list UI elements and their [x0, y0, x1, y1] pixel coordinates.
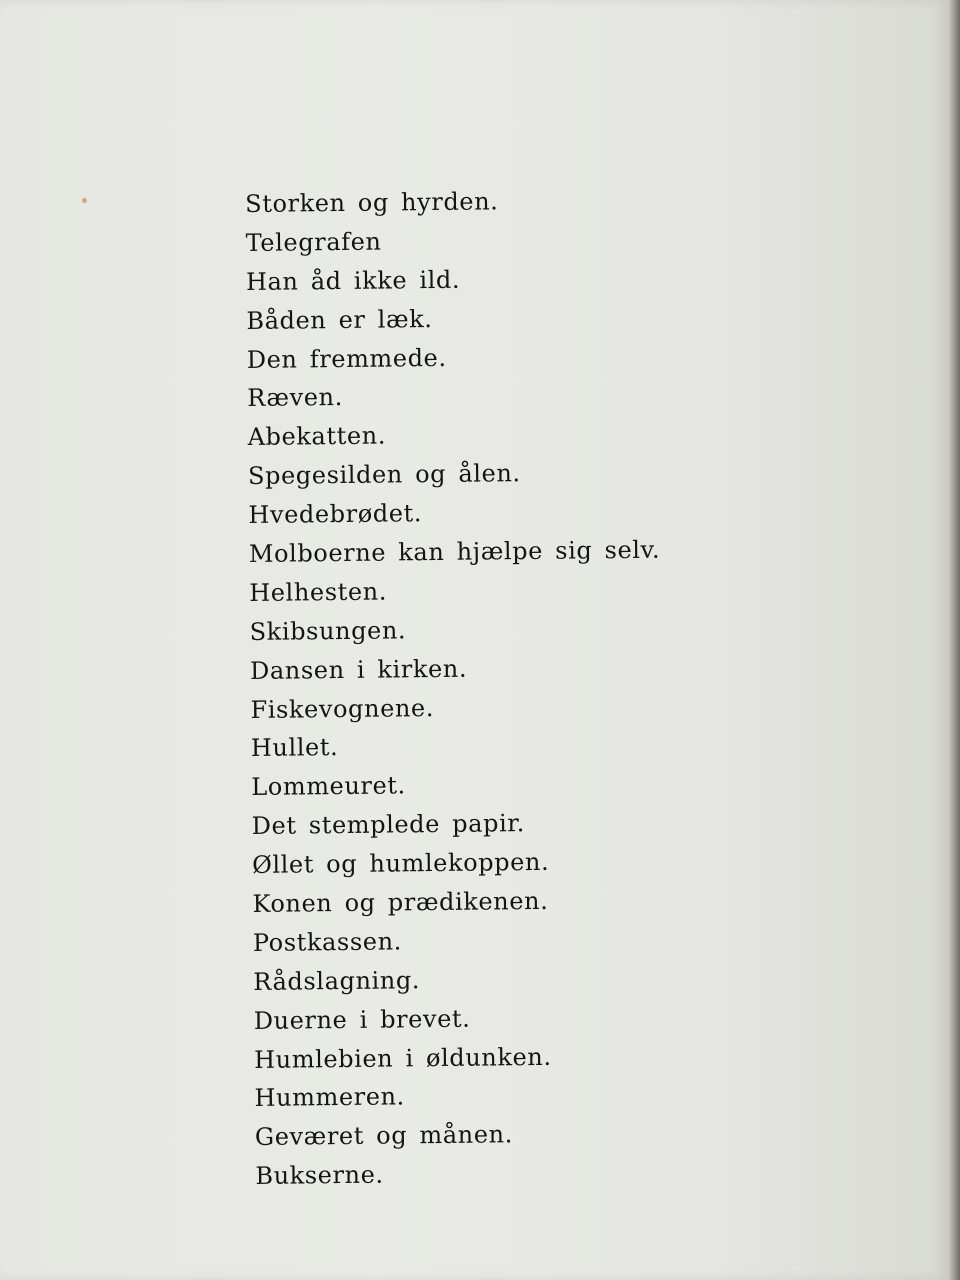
story-title: Telegrafen [245, 227, 382, 257]
story-title-list [245, 181, 667, 1196]
story-title: Fiskevognene. [250, 693, 435, 724]
story-title: Duerne i brevet. [253, 1004, 471, 1035]
story-title: Ræven. [247, 383, 344, 413]
story-title: Geværet og månen. [254, 1120, 514, 1152]
story-title: Hvedebrødet. [248, 499, 423, 530]
page-edge [948, 0, 960, 1280]
story-title: Abekatten. [247, 421, 387, 452]
story-title: Lommeuret. [251, 771, 406, 802]
story-title: Bukserne. [255, 1160, 384, 1191]
story-title: Hummeren. [254, 1082, 405, 1113]
story-title: Han åd ikke ild. [245, 265, 461, 296]
story-title: Skibsungen. [249, 616, 407, 646]
story-title: Den fremmede. [246, 343, 447, 374]
story-title: Båden er læk. [246, 304, 433, 335]
story-title: Det stemplede papir. [251, 809, 526, 841]
story-title: Humlebien i øldunken. [254, 1042, 552, 1074]
story-title: Helhesten. [249, 577, 388, 607]
story-title: Hullet. [250, 733, 339, 763]
story-title: Rådslagning. [253, 966, 421, 996]
story-title: Postkassen. [252, 927, 403, 957]
paper-stain [82, 198, 87, 203]
story-title: Dansen i kirken. [249, 654, 468, 685]
story-title: Øllet og humlekoppen. [251, 847, 550, 880]
story-title: Storken og hyrden. [245, 187, 499, 218]
story-title: Konen og prædikenen. [252, 886, 549, 918]
story-title: Molboerne kan hjælpe sig selv. [248, 535, 661, 568]
story-title: Spegesilden og ålen. [247, 459, 521, 491]
